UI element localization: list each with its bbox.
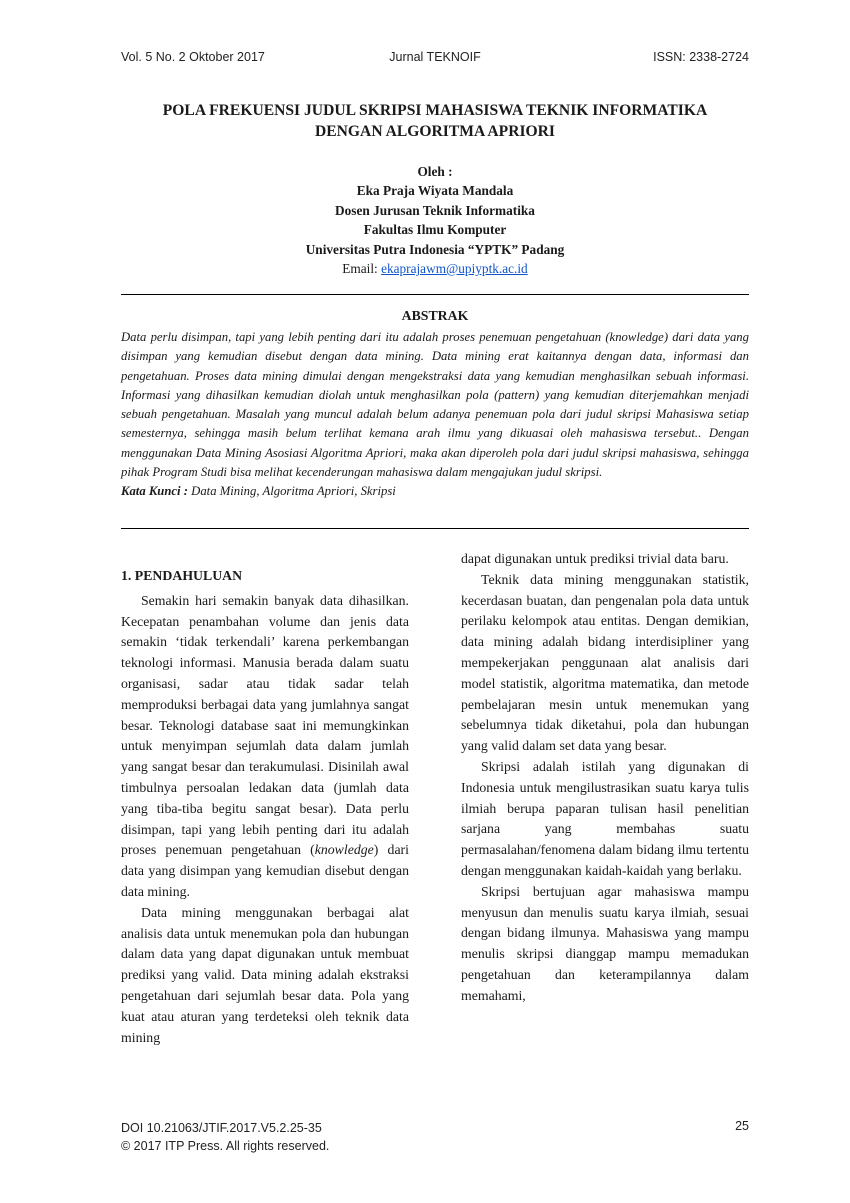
paragraph: dapat digunakan untuk prediksi trivial data baru. <box>461 551 729 566</box>
author-by: Oleh : <box>417 164 453 179</box>
footer-doi: DOI 10.21063/JTIF.2017.V5.2.25-35 <box>121 1121 322 1135</box>
paragraph-text: ) dari data yang disimpan yang kemudian disebut dengan data mining. <box>121 842 409 899</box>
abstract-top-rule <box>121 294 749 295</box>
paper-title <box>100 100 770 142</box>
abstract-bottom-rule <box>121 528 749 529</box>
abstract-text: Data perlu disimpan, tapi yang lebih penting dari itu adalah proses penemuan pengetahuan (knowledge) dari data yang disimpan yang kemudian disebut dengan data mining. Data mining erat kaitannya dengan data, informasi dan pengetahuan. Proses data mining dimulai dengan mengekstraksi data yang kemudian menghasilkan sebuah informasi. Informasi yang dihasilkan kemudian diolah untuk menghasilkan pola (pattern) yang kemudian diterjemahkan menjadi sebuah pengetahuan. Masalah yang muncul adalah belum adanya penemuan pola dari judul skripsi Mahasiswa setiap semesternya, sehingga masih belum terlihat kemana arah ilmu yang dikuasai oleh mahasiswa tersebut.. Dengan menggunakan Data Mining Asosiasi Algoritma Apriori, maka akan diperoleh pola dari judul skripsi mahasiswa, sehingga pihak Program Studi bisa melihat kecenderungan mahasiswa dalam mengajukan judul skripsi. <box>121 330 749 480</box>
paragraph <box>121 591 409 903</box>
header-issn: ISSN: 2338-2724 <box>653 50 749 64</box>
author-university: Universitas Putra Indonesia “YPTK” Padang <box>305 241 565 257</box>
page-number: 25 <box>735 1119 749 1133</box>
author-name: Eka Praja Wiyata Mandala <box>356 183 514 199</box>
paragraph: Skripsi adalah istilah yang digunakan di Indonesia untuk mengilustrasikan suatu karya tulis ilmiah berupa paparan tulisan hasil penelitian sarjana yang membahas suatu permasalahan/fenomena dalam bidang ilmu tertentu dengan menggunakan kaidah-kaidah yang berlaku. <box>461 758 749 878</box>
paragraph: Data mining menggunakan berbagai alat analisis data untuk menemukan pola dan hubungan dalam data yang dapat digunakan untuk membuat prediksi yang valid. Data mining adalah ekstraksi pengetahuan dari sejumlah besar data. Pola yang kuat atau aturan yang terdeteksi oleh teknik data mining <box>121 904 409 1045</box>
paragraph-text: Semakin hari semakin banyak data dihasilkan. Kecepatan penambahan volume dan jenis data semakin ‘tidak terkendali’ karena perkembangan teknologi informasi. Manusia berada dalam suatu organisasi, sadar atau tidak sadar telah memproduksi berbagai data yang jumlahnya sangat besar. Teknologi database saat ini memungkinkan untuk menyimpan sejumlah data dalam jumlah yang sangat besar dan terakumulasi. Disinilah awal timbulnya persoalan ledakan data (jumlah data yang tiba-tiba begitu sangat besar). Data perlu disimpan, tapi yang lebih penting dari itu adalah proses penemuan pengetahuan ( <box>121 592 409 858</box>
right-column <box>461 549 749 1007</box>
paragraph-italic-term: knowledge <box>314 842 374 858</box>
author-block <box>100 162 770 278</box>
email-link[interactable]: ekaprajawm@upiyptk.ac.id <box>381 261 528 277</box>
abstract-heading: ABSTRAK <box>401 308 469 323</box>
author-faculty: Fakultas Ilmu Komputer <box>363 222 507 238</box>
paragraph: Skripsi bertujuan agar mahasiswa mampu menyusun dan menulis suatu karya ilmiah, sesuai dengan bidang ilmunya. Mahasiswa yang mampu menulis skripsi dianggap mampu memadukan pengetahuan dan keterampilannya dalam memahami, <box>461 883 749 1003</box>
email-label: Email: <box>342 261 382 277</box>
title-line-2: DENGAN ALGORITMA APRIORI <box>315 123 555 140</box>
section-heading-pendahuluan: 1. PENDAHULUAN <box>121 568 243 583</box>
keywords-label: Kata Kunci : <box>121 484 192 499</box>
abstract-body <box>121 328 749 502</box>
running-header <box>121 50 749 70</box>
title-line-1: POLA FREKUENSI JUDUL SKRIPSI MAHASISWA TEKNIK INFORMATIKA <box>162 102 708 119</box>
footer-copyright: © 2017 ITP Press. All rights reserved. <box>121 1139 330 1153</box>
author-email-line <box>100 259 770 278</box>
author-position: Dosen Jurusan Teknik Informatika <box>335 202 535 218</box>
left-column <box>121 566 409 1048</box>
header-journal: Jurnal TEKNOIF <box>389 50 481 64</box>
paragraph: Teknik data mining menggunakan statistik, kecerdasan buatan, dan pengenalan pola data untuk perilaku kelompok atau entitas. Dengan demikian, data mining adalah bidang interdisipliner yang mempekerjakan penggunaan alat analisis dari model statistik, algoritma matematika, dan metode pembelajaran mesin untuk menemukan yang sebelumnya tidak diketahui, pola dan hubungan yang valid dalam set data yang besar. <box>461 571 749 754</box>
footer-info <box>121 1119 329 1155</box>
keywords-text: Data Mining, Algoritma Apriori, Skripsi <box>191 484 396 499</box>
header-volume: Vol. 5 No. 2 Oktober 2017 <box>121 50 265 64</box>
